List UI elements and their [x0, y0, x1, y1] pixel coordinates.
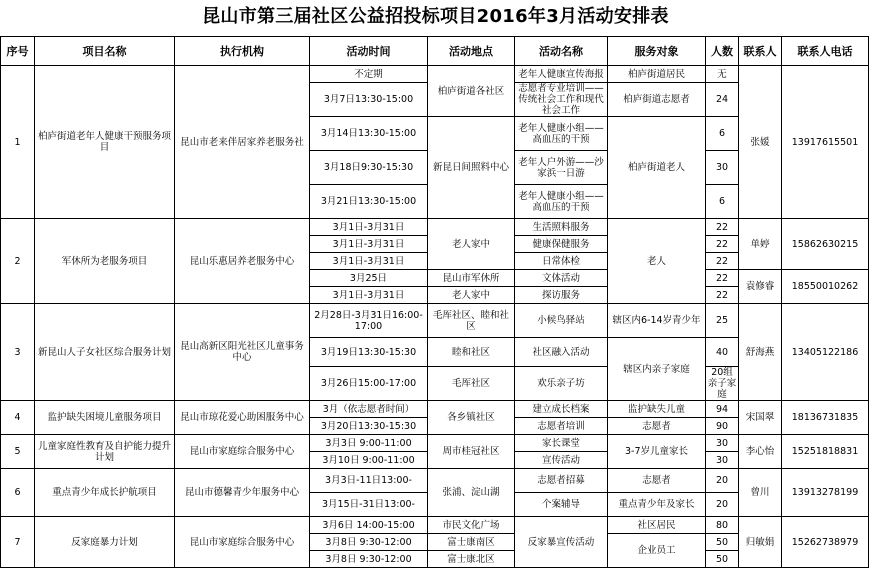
activity-name: 个案辅导 [515, 493, 608, 517]
contact-phone: 13917615501 [782, 66, 869, 219]
header-cell: 执行机构 [175, 37, 310, 66]
contact-phone: 15251818831 [782, 435, 869, 469]
service-target: 辖区内6-14岁青少年 [608, 304, 706, 338]
activity-place: 市民文化广场 [428, 517, 515, 534]
project-number: 2 [1, 219, 35, 304]
activity-time: 3月20日13:30-15:30 [310, 418, 428, 435]
activity-time: 3月1日-3月31日 [310, 236, 428, 253]
activity-time: 3月19日13:30-15:30 [310, 338, 428, 367]
page-title: 昆山市第三届社区公益招投标项目2016年3月活动安排表 [202, 6, 669, 27]
activity-time: 3月1日-3月31日 [310, 219, 428, 236]
service-target: 企业员工 [608, 534, 706, 568]
contact-phone: 13405122186 [782, 304, 869, 401]
head-count: 94 [706, 401, 739, 418]
activity-name: 宣传活动 [515, 452, 608, 469]
activity-place: 柏庐街道各社区 [428, 66, 515, 117]
activity-name: 生活照料服务 [515, 219, 608, 236]
head-count: 50 [706, 551, 739, 568]
project-name: 反家庭暴力计划 [35, 517, 175, 568]
contact-person: 单婷 [739, 219, 782, 270]
activity-time: 3月3日-11日13:00- [310, 469, 428, 493]
project-org: 昆山乐惠居养老服务中心 [175, 219, 310, 304]
contact-phone: 15862630215 [782, 219, 869, 270]
service-target: 志愿者 [608, 469, 706, 493]
activity-place: 毛厍社区、睦和社区 [428, 304, 515, 338]
project-name: 军休所为老服务项目 [35, 219, 175, 304]
table-row [1, 517, 869, 534]
project-org: 昆山市琼花爱心助困服务中心 [175, 401, 310, 435]
activity-time: 2月28日-3月31日16:00-17:00 [310, 304, 428, 338]
project-number: 1 [1, 66, 35, 219]
table-row [1, 66, 869, 83]
header-cell: 联系人电话 [782, 37, 869, 66]
activity-time: 3月7日13:30-15:00 [310, 83, 428, 117]
activity-name: 志愿者培训 [515, 418, 608, 435]
contact-phone: 13913278199 [782, 469, 869, 517]
project-name: 监护缺失困境儿童服务项目 [35, 401, 175, 435]
activity-name: 反家暴宣传活动 [515, 517, 608, 568]
project-org: 昆山高新区阳光社区儿童事务中心 [175, 304, 310, 401]
service-target: 老人 [608, 219, 706, 304]
project-name: 重点青少年成长护航项目 [35, 469, 175, 517]
activity-name: 老年人健康小组——高血压的干预 [515, 185, 608, 219]
service-target: 柏庐街道老人 [608, 117, 706, 219]
service-target: 监护缺失儿童 [608, 401, 706, 418]
head-count: 22 [706, 253, 739, 270]
project-name: 柏庐街道老年人健康干预服务项目 [35, 66, 175, 219]
head-count: 22 [706, 270, 739, 287]
service-target: 重点青少年及家长 [608, 493, 706, 517]
table-row [1, 435, 869, 452]
head-count: 40 [706, 338, 739, 367]
header-row [1, 37, 869, 66]
project-number: 4 [1, 401, 35, 435]
contact-person: 袁修睿 [739, 270, 782, 304]
contact-phone: 18136731835 [782, 401, 869, 435]
contact-person: 李心怡 [739, 435, 782, 469]
table-row [1, 401, 869, 418]
activity-name: 志愿者专业培训——传统社会工作和现代社会工作 [515, 83, 608, 117]
project-number: 3 [1, 304, 35, 401]
activity-time: 3月25日 [310, 270, 428, 287]
activity-name: 日常体检 [515, 253, 608, 270]
service-target: 社区居民 [608, 517, 706, 534]
activity-time: 3月21日13:30-15:00 [310, 185, 428, 219]
contact-person: 张媛 [739, 66, 782, 219]
header-cell: 活动名称 [515, 37, 608, 66]
table-row [1, 304, 869, 338]
activity-place: 各乡镇社区 [428, 401, 515, 435]
activity-place: 张浦、淀山湖 [428, 469, 515, 517]
project-org: 昆山市老来伴居家养老服务社 [175, 66, 310, 219]
project-org: 昆山市家庭综合服务中心 [175, 435, 310, 469]
activity-name: 小候鸟驿站 [515, 304, 608, 338]
activity-time: 3月8日 9:30-12:00 [310, 534, 428, 551]
activity-name: 文体活动 [515, 270, 608, 287]
activity-name: 建立成长档案 [515, 401, 608, 418]
activity-time: 3月15日-31日13:00- [310, 493, 428, 517]
project-number: 7 [1, 517, 35, 568]
schedule-table [0, 36, 869, 568]
activity-place: 昆山市军休所 [428, 270, 515, 287]
project-number: 5 [1, 435, 35, 469]
header-cell: 项目名称 [35, 37, 175, 66]
activity-name: 探访服务 [515, 287, 608, 304]
activity-name: 健康保健服务 [515, 236, 608, 253]
service-target: 柏庐街道居民 [608, 66, 706, 83]
activity-time: 3月8日 9:30-12:00 [310, 551, 428, 568]
header-cell: 联系人 [739, 37, 782, 66]
head-count: 20 [706, 469, 739, 493]
head-count: 30 [706, 435, 739, 452]
contact-person: 曾川 [739, 469, 782, 517]
activity-time: 不定期 [310, 66, 428, 83]
activity-time: 3月10日 9:00-11:00 [310, 452, 428, 469]
activity-time: 3月18日9:30-15:30 [310, 151, 428, 185]
header-cell: 活动时间 [310, 37, 428, 66]
header-cell: 活动地点 [428, 37, 515, 66]
contact-person: 宋国翠 [739, 401, 782, 435]
project-org: 昆山市家庭综合服务中心 [175, 517, 310, 568]
table-row [1, 219, 869, 236]
project-name: 儿童家庭性教育及自护能力提升计划 [35, 435, 175, 469]
head-count: 无 [706, 66, 739, 83]
service-target: 辖区内亲子家庭 [608, 338, 706, 401]
contact-person: 归敏娟 [739, 517, 782, 568]
contact-phone: 18550010262 [782, 270, 869, 304]
head-count: 20 [706, 493, 739, 517]
activity-time: 3月（依志愿者时间） [310, 401, 428, 418]
service-target: 柏庐街道志愿者 [608, 83, 706, 117]
activity-name: 老年人健康小组——高血压的干预 [515, 117, 608, 151]
activity-name: 老年人健康宣传海报 [515, 66, 608, 83]
head-count: 22 [706, 219, 739, 236]
activity-time: 3月3日 9:00-11:00 [310, 435, 428, 452]
project-name: 新昆山人子女社区综合服务计划 [35, 304, 175, 401]
table-row [1, 469, 869, 493]
header-cell: 序号 [1, 37, 35, 66]
activity-name: 欢乐亲子坊 [515, 367, 608, 401]
activity-place: 新昆日间照料中心 [428, 117, 515, 219]
activity-time: 3月6日 14:00-15:00 [310, 517, 428, 534]
activity-name: 社区融入活动 [515, 338, 608, 367]
activity-place: 老人家中 [428, 219, 515, 270]
contact-person: 舒海燕 [739, 304, 782, 401]
head-count: 22 [706, 236, 739, 253]
activity-name: 老年人户外游——沙家浜一日游 [515, 151, 608, 185]
head-count: 6 [706, 117, 739, 151]
activity-time: 3月14日13:30-15:00 [310, 117, 428, 151]
activity-place: 富士康南区 [428, 534, 515, 551]
activity-place: 毛厍社区 [428, 367, 515, 401]
head-count: 22 [706, 287, 739, 304]
activity-name: 家长课堂 [515, 435, 608, 452]
head-count: 30 [706, 151, 739, 185]
head-count: 50 [706, 534, 739, 551]
head-count: 90 [706, 418, 739, 435]
header-cell: 服务对象 [608, 37, 706, 66]
head-count: 24 [706, 83, 739, 117]
activity-place: 周市桂冠社区 [428, 435, 515, 469]
activity-place: 老人家中 [428, 287, 515, 304]
header-cell: 人数 [706, 37, 739, 66]
head-count: 25 [706, 304, 739, 338]
activity-time: 3月1日-3月31日 [310, 253, 428, 270]
contact-phone: 15262738979 [782, 517, 869, 568]
project-org: 昆山市德馨青少年服务中心 [175, 469, 310, 517]
activity-time: 3月1日-3月31日 [310, 287, 428, 304]
head-count: 80 [706, 517, 739, 534]
head-count: 6 [706, 185, 739, 219]
activity-place: 富士康北区 [428, 551, 515, 568]
head-count: 20组亲子家庭 [706, 367, 739, 401]
activity-name: 志愿者招募 [515, 469, 608, 493]
project-number: 6 [1, 469, 35, 517]
activity-place: 睦和社区 [428, 338, 515, 367]
activity-time: 3月26日15:00-17:00 [310, 367, 428, 401]
service-target: 3-7岁儿童家长 [608, 435, 706, 469]
head-count: 30 [706, 452, 739, 469]
service-target: 志愿者 [608, 418, 706, 435]
